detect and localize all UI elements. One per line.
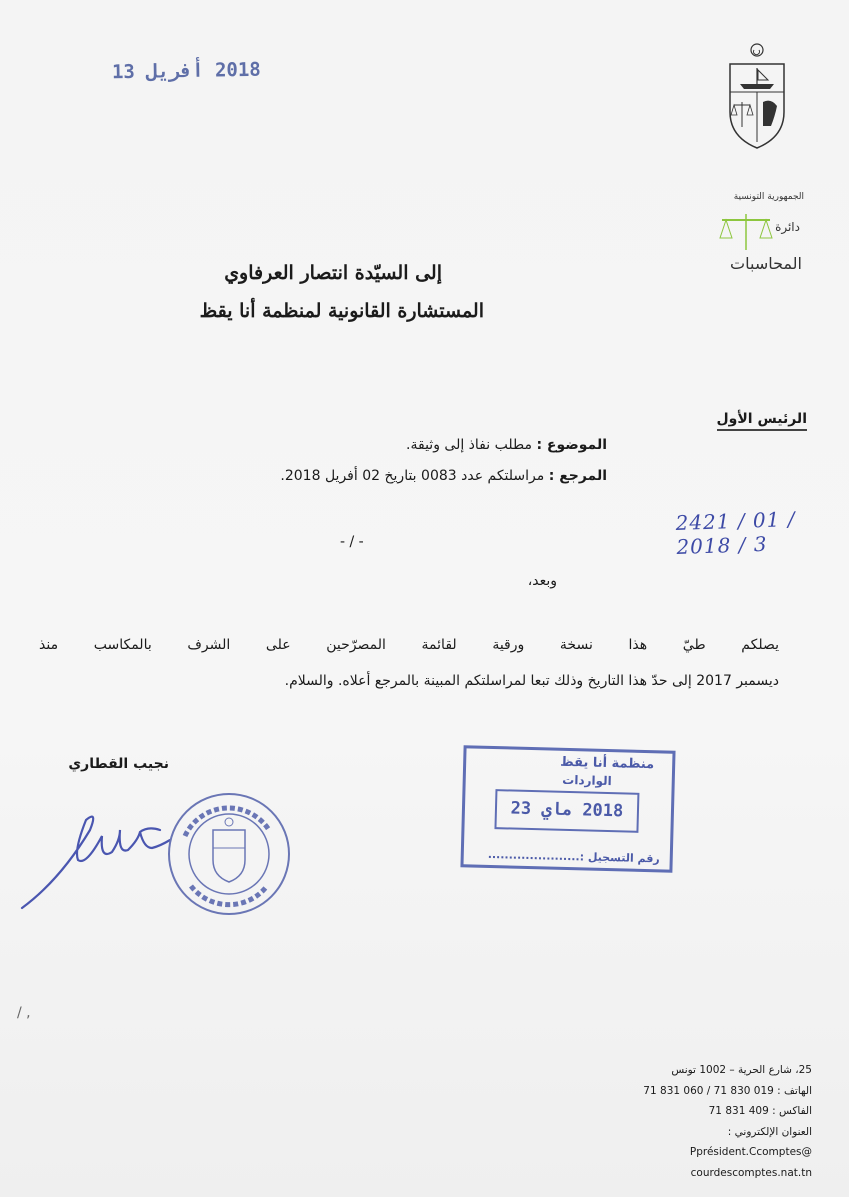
logo-middle-text: دائرة [775, 220, 800, 234]
reference-text: مراسلتكم عدد 0083 بتاريخ 02 أفريل 2018. [280, 468, 545, 484]
body-line-1: يصلكم طيّ هذا نسخة ورقية لقائمة المصرّحين على الشرف بالمكاسب منذ [39, 637, 779, 653]
address-street: 25، شارع الحرية – 1002 تونس [671, 1064, 812, 1076]
address-phone: الهاتف : 019 830 71 / 060 831 71 [643, 1084, 812, 1097]
received-date-stamp: 2018 أفريل 13 [111, 58, 261, 84]
registration-organization: منظمة أنا يقظ [559, 754, 655, 773]
address-email-label: العنوان الإلكتروني : [727, 1125, 812, 1138]
letter-body [39, 627, 779, 699]
address-fax: الفاكس : 409 831 71 [708, 1105, 812, 1117]
handwritten-reference-number: 2421 / 01 / 2018 / 3 [675, 506, 796, 560]
registration-date: 2018 ماي 23 [510, 798, 624, 822]
subject-text: مطلب نفاذ إلى وثيقة. [406, 437, 532, 453]
address-email: Pprésident.Ccomptes@ [689, 1146, 812, 1158]
subject-line [406, 437, 607, 453]
greeting: وبعد، [527, 573, 557, 589]
tunisia-coat-of-arms-icon [722, 42, 792, 152]
logo-bottom-text: المحاسبات [730, 254, 802, 273]
scales-icon [716, 210, 776, 256]
registration-incoming-label: الواردات [562, 772, 612, 789]
margin-mark: / , [17, 1005, 31, 1021]
address-block [562, 1060, 812, 1183]
registration-date-box [494, 789, 639, 833]
official-seal-stamp [165, 790, 293, 918]
registration-number-label: رقم التسجيل :...................... [487, 847, 660, 866]
body-line-2: ديسمبر 2017 إلى حدّ هذا التاريخ وذلك تبعا لمراسلتكم المبينة بالمرجع أعلاه. والسلام. [284, 673, 779, 689]
recipient-name: إلى السيّدة انتصار العرفاوي [224, 262, 442, 284]
subject-label: الموضوع : [536, 437, 607, 453]
separator: - / - [340, 534, 364, 550]
signer-name: نجيب القطاري [68, 756, 169, 772]
recipient-title: المستشارة القانونية لمنظمة أنا يقظ [199, 300, 484, 322]
logo-top-text: الجمهورية التونسية [733, 192, 804, 202]
court-of-accounts-logo [712, 192, 804, 292]
registration-stamp [460, 745, 675, 873]
reference-label: المرجع : [548, 468, 607, 484]
reference-line [280, 468, 607, 484]
address-website: courdescomptes.nat.tn [690, 1166, 812, 1179]
sender-title: الرئيس الأول [717, 411, 807, 431]
